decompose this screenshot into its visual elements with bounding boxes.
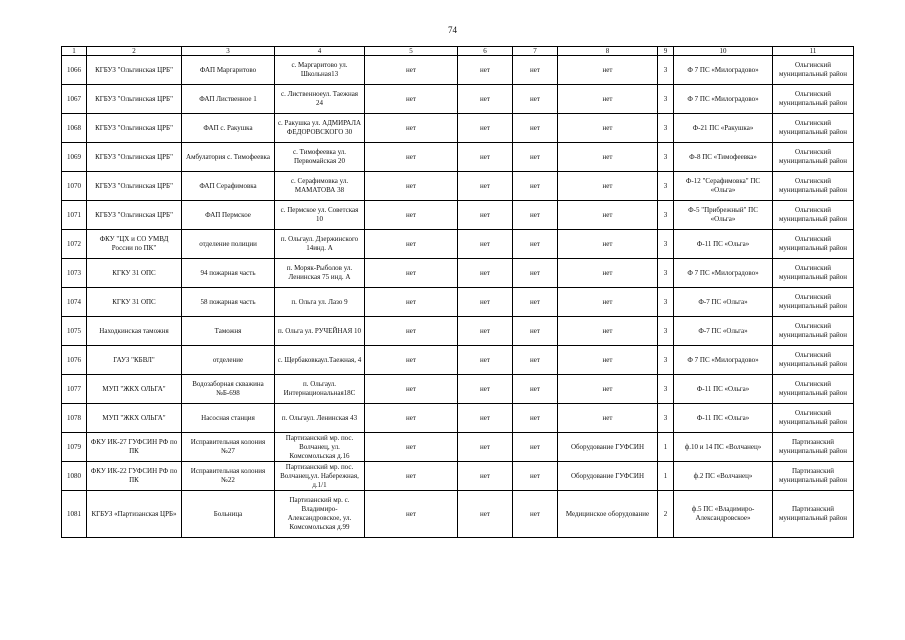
cell-equipment: нет bbox=[558, 56, 658, 85]
cell-district: Ольгинский муниципальный район bbox=[773, 375, 854, 404]
table-row bbox=[62, 230, 854, 259]
cell-col-6: нет bbox=[458, 143, 513, 172]
cell-power-feeder: Ф-12 "Серафимовка" ПС «Ольга» bbox=[674, 172, 773, 201]
cell-district: Ольгинский муниципальный район bbox=[773, 114, 854, 143]
cell-facility: отделение полиции bbox=[182, 230, 275, 259]
cell-district: Ольгинский муниципальный район bbox=[773, 56, 854, 85]
cell-col-7: нет bbox=[513, 317, 558, 346]
cell-col-7: нет bbox=[513, 404, 558, 433]
cell-category: 3 bbox=[658, 85, 674, 114]
cell-power-feeder: Ф 7 ПС «Милоградово» bbox=[674, 56, 773, 85]
cell-power-feeder: Ф-7 ПС «Ольга» bbox=[674, 288, 773, 317]
column-header: 8 bbox=[558, 47, 658, 56]
cell-row-number: 1074 bbox=[62, 288, 87, 317]
cell-equipment: нет bbox=[558, 288, 658, 317]
cell-district: Ольгинский муниципальный район bbox=[773, 404, 854, 433]
cell-facility: Водозаборная скважина №Б-698 bbox=[182, 375, 275, 404]
cell-power-feeder: Ф-8 ПС «Тимофеевка» bbox=[674, 143, 773, 172]
cell-category: 2 bbox=[658, 491, 674, 538]
cell-equipment: нет bbox=[558, 404, 658, 433]
cell-equipment: нет bbox=[558, 201, 658, 230]
cell-col-6: нет bbox=[458, 56, 513, 85]
column-header: 1 bbox=[62, 47, 87, 56]
cell-facility: Насосная станция bbox=[182, 404, 275, 433]
cell-category: 3 bbox=[658, 375, 674, 404]
cell-col-6: нет bbox=[458, 85, 513, 114]
cell-organization: КГБУЗ "Ольгинская ЦРБ" bbox=[87, 143, 182, 172]
cell-col-6: нет bbox=[458, 201, 513, 230]
cell-address: Партизанский мр. с. Владимиро-Александровское, ул. Комсомольская д.99 bbox=[275, 491, 365, 538]
table-row bbox=[62, 85, 854, 114]
cell-address: с. Тимофеевка ул. Первомайская 20 bbox=[275, 143, 365, 172]
cell-facility: Амбулатория с. Тимофеевка bbox=[182, 143, 275, 172]
cell-facility: 94 пожарная часть bbox=[182, 259, 275, 288]
column-header: 4 bbox=[275, 47, 365, 56]
cell-equipment: нет bbox=[558, 172, 658, 201]
cell-col-5: нет bbox=[365, 491, 458, 538]
cell-col-6: нет bbox=[458, 462, 513, 491]
cell-power-feeder: ф.2 ПС «Волчанец» bbox=[674, 462, 773, 491]
cell-equipment: нет bbox=[558, 85, 658, 114]
table-row bbox=[62, 317, 854, 346]
cell-power-feeder: Ф-21 ПС «Ракушка» bbox=[674, 114, 773, 143]
cell-equipment: Оборудование ГУФСИН bbox=[558, 462, 658, 491]
cell-facility: отделение bbox=[182, 346, 275, 375]
cell-organization: ГАУЗ "КБВЛ" bbox=[87, 346, 182, 375]
cell-row-number: 1079 bbox=[62, 433, 87, 462]
cell-category: 3 bbox=[658, 317, 674, 346]
cell-power-feeder: Ф-11 ПС «Ольга» bbox=[674, 230, 773, 259]
cell-equipment: нет bbox=[558, 114, 658, 143]
cell-organization: КГКУ 31 ОПС bbox=[87, 259, 182, 288]
cell-row-number: 1072 bbox=[62, 230, 87, 259]
cell-col-6: нет bbox=[458, 346, 513, 375]
cell-organization: ФКУ "ЦХ и СО УМВД России по ПК" bbox=[87, 230, 182, 259]
cell-facility: Исправительная колония №22 bbox=[182, 462, 275, 491]
cell-address: п. Ольга ул. Лазо 9 bbox=[275, 288, 365, 317]
cell-col-5: нет bbox=[365, 375, 458, 404]
cell-row-number: 1080 bbox=[62, 462, 87, 491]
cell-organization: КГБУЗ "Ольгинская ЦРБ" bbox=[87, 56, 182, 85]
cell-col-7: нет bbox=[513, 259, 558, 288]
cell-address: п. Ольгаул. Ленинская 43 bbox=[275, 404, 365, 433]
cell-power-feeder: Ф-5 "Прибрежный" ПС «Ольга» bbox=[674, 201, 773, 230]
cell-equipment: нет bbox=[558, 346, 658, 375]
cell-row-number: 1073 bbox=[62, 259, 87, 288]
table-row bbox=[62, 404, 854, 433]
cell-category: 3 bbox=[658, 201, 674, 230]
table-row bbox=[62, 56, 854, 85]
cell-row-number: 1067 bbox=[62, 85, 87, 114]
cell-facility: ФАП с. Ракушка bbox=[182, 114, 275, 143]
cell-category: 3 bbox=[658, 114, 674, 143]
cell-col-7: нет bbox=[513, 56, 558, 85]
cell-facility: ФАП Лиственное 1 bbox=[182, 85, 275, 114]
cell-organization: КГБУЗ "Ольгинская ЦРБ" bbox=[87, 172, 182, 201]
cell-district: Ольгинский муниципальный район bbox=[773, 346, 854, 375]
cell-col-5: нет bbox=[365, 433, 458, 462]
column-header: 7 bbox=[513, 47, 558, 56]
cell-row-number: 1076 bbox=[62, 346, 87, 375]
table-row bbox=[62, 201, 854, 230]
cell-col-7: нет bbox=[513, 201, 558, 230]
cell-col-5: нет bbox=[365, 404, 458, 433]
cell-col-6: нет bbox=[458, 433, 513, 462]
cell-district: Ольгинский муниципальный район bbox=[773, 288, 854, 317]
table-row bbox=[62, 172, 854, 201]
cell-district: Ольгинский муниципальный район bbox=[773, 259, 854, 288]
cell-address: п. Моряк-Рыболов ул. Ленинская 75 инд. А bbox=[275, 259, 365, 288]
cell-power-feeder: Ф 7 ПС «Милоградово» bbox=[674, 346, 773, 375]
cell-equipment: нет bbox=[558, 259, 658, 288]
cell-category: 3 bbox=[658, 143, 674, 172]
cell-col-7: нет bbox=[513, 143, 558, 172]
column-header: 2 bbox=[87, 47, 182, 56]
cell-col-6: нет bbox=[458, 491, 513, 538]
cell-organization: МУП "ЖКХ ОЛЬГА" bbox=[87, 404, 182, 433]
cell-col-7: нет bbox=[513, 491, 558, 538]
cell-address: Партизанский мр. пос. Волчанец, ул. Комсомольская д.16 bbox=[275, 433, 365, 462]
cell-equipment: Медицинское оборудование bbox=[558, 491, 658, 538]
cell-equipment: нет bbox=[558, 375, 658, 404]
cell-col-7: нет bbox=[513, 346, 558, 375]
cell-col-7: нет bbox=[513, 85, 558, 114]
cell-power-feeder: ф.5 ПС «Владимиро-Александровское» bbox=[674, 491, 773, 538]
cell-category: 1 bbox=[658, 433, 674, 462]
column-header: 6 bbox=[458, 47, 513, 56]
cell-organization: ФКУ ИК-22 ГУФСИН РФ по ПК bbox=[87, 462, 182, 491]
cell-category: 3 bbox=[658, 56, 674, 85]
cell-col-7: нет bbox=[513, 375, 558, 404]
cell-row-number: 1069 bbox=[62, 143, 87, 172]
cell-col-6: нет bbox=[458, 172, 513, 201]
cell-organization: КГБУЗ "Ольгинская ЦРБ" bbox=[87, 114, 182, 143]
cell-row-number: 1075 bbox=[62, 317, 87, 346]
cell-address: с. Щербаковкаул.Таежная, 4 bbox=[275, 346, 365, 375]
cell-col-6: нет bbox=[458, 288, 513, 317]
cell-organization: КГБУЗ "Ольгинская ЦРБ" bbox=[87, 201, 182, 230]
registry-table bbox=[61, 46, 854, 538]
column-header: 11 bbox=[773, 47, 854, 56]
cell-address: Партизанский мр. пос. Волчанец,ул. Набережная, д.1/1 bbox=[275, 462, 365, 491]
cell-col-5: нет bbox=[365, 143, 458, 172]
cell-address: п. Ольгаул. Интернациональная18С bbox=[275, 375, 365, 404]
cell-row-number: 1077 bbox=[62, 375, 87, 404]
cell-district: Партизанский муниципальный район bbox=[773, 491, 854, 538]
cell-power-feeder: Ф 7 ПС «Милоградово» bbox=[674, 85, 773, 114]
cell-facility: ФАП Маргаритово bbox=[182, 56, 275, 85]
cell-facility: ФАП Пермское bbox=[182, 201, 275, 230]
cell-organization: Находкинская таможня bbox=[87, 317, 182, 346]
table-row bbox=[62, 462, 854, 491]
cell-organization: МУП "ЖКХ ОЛЬГА" bbox=[87, 375, 182, 404]
cell-row-number: 1066 bbox=[62, 56, 87, 85]
cell-col-6: нет bbox=[458, 317, 513, 346]
cell-organization: ФКУ ИК-27 ГУФСИН РФ по ПК bbox=[87, 433, 182, 462]
cell-district: Ольгинский муниципальный район bbox=[773, 230, 854, 259]
cell-category: 1 bbox=[658, 462, 674, 491]
cell-row-number: 1071 bbox=[62, 201, 87, 230]
cell-address: с. Ракушка ул. АДМИРАЛА ФЕДОРОВСКОГО 30 bbox=[275, 114, 365, 143]
cell-row-number: 1078 bbox=[62, 404, 87, 433]
cell-row-number: 1070 bbox=[62, 172, 87, 201]
cell-equipment: Оборудование ГУФСИН bbox=[558, 433, 658, 462]
cell-col-6: нет bbox=[458, 114, 513, 143]
cell-facility: Таможня bbox=[182, 317, 275, 346]
cell-district: Партизанский муниципальный район bbox=[773, 462, 854, 491]
cell-facility: ФАП Серафимовка bbox=[182, 172, 275, 201]
cell-address: с. Серафимовка ул. МАМАТОВА 38 bbox=[275, 172, 365, 201]
table-row bbox=[62, 288, 854, 317]
cell-col-7: нет bbox=[513, 462, 558, 491]
cell-col-5: нет bbox=[365, 259, 458, 288]
cell-col-5: нет bbox=[365, 172, 458, 201]
cell-col-7: нет bbox=[513, 433, 558, 462]
cell-equipment: нет bbox=[558, 317, 658, 346]
cell-organization: КГБУЗ "Ольгинская ЦРБ" bbox=[87, 85, 182, 114]
cell-address: с. Лиственноеул. Таежная 24 bbox=[275, 85, 365, 114]
cell-power-feeder: ф.10 и 14 ПС «Волчанец» bbox=[674, 433, 773, 462]
cell-col-7: нет bbox=[513, 114, 558, 143]
cell-address: п. Ольгаул. Дзержинского 14инд. А bbox=[275, 230, 365, 259]
cell-power-feeder: Ф-7 ПС «Ольга» bbox=[674, 317, 773, 346]
table-row bbox=[62, 143, 854, 172]
cell-address: п. Ольга ул. РУЧЕЙНАЯ 10 bbox=[275, 317, 365, 346]
cell-address: с. Маргаритово ул. Школьная13 bbox=[275, 56, 365, 85]
cell-col-7: нет bbox=[513, 288, 558, 317]
cell-col-5: нет bbox=[365, 346, 458, 375]
cell-col-5: нет bbox=[365, 114, 458, 143]
cell-col-6: нет bbox=[458, 230, 513, 259]
cell-category: 3 bbox=[658, 346, 674, 375]
cell-col-6: нет bbox=[458, 259, 513, 288]
column-header: 10 bbox=[674, 47, 773, 56]
cell-organization: КГКУ 31 ОПС bbox=[87, 288, 182, 317]
column-header: 9 bbox=[658, 47, 674, 56]
cell-power-feeder: Ф 7 ПС «Милоградово» bbox=[674, 259, 773, 288]
cell-col-5: нет bbox=[365, 85, 458, 114]
table-row bbox=[62, 259, 854, 288]
cell-col-5: нет bbox=[365, 201, 458, 230]
page-number: 74 bbox=[448, 25, 457, 35]
cell-facility: Больница bbox=[182, 491, 275, 538]
cell-category: 3 bbox=[658, 404, 674, 433]
cell-col-5: нет bbox=[365, 230, 458, 259]
cell-category: 3 bbox=[658, 230, 674, 259]
column-header: 5 bbox=[365, 47, 458, 56]
cell-district: Партизанский муниципальный район bbox=[773, 433, 854, 462]
column-header: 3 bbox=[182, 47, 275, 56]
table-row bbox=[62, 491, 854, 538]
cell-col-5: нет bbox=[365, 317, 458, 346]
table-row bbox=[62, 114, 854, 143]
cell-address: с. Пермское ул. Советская 10 bbox=[275, 201, 365, 230]
table-row bbox=[62, 375, 854, 404]
cell-power-feeder: Ф-11 ПС «Ольга» bbox=[674, 404, 773, 433]
cell-equipment: нет bbox=[558, 143, 658, 172]
cell-row-number: 1068 bbox=[62, 114, 87, 143]
cell-col-7: нет bbox=[513, 172, 558, 201]
cell-organization: КГБУЗ «Партизанская ЦРБ» bbox=[87, 491, 182, 538]
table-row bbox=[62, 346, 854, 375]
table-row bbox=[62, 433, 854, 462]
cell-power-feeder: Ф-11 ПС «Ольга» bbox=[674, 375, 773, 404]
cell-district: Ольгинский муниципальный район bbox=[773, 317, 854, 346]
cell-equipment: нет bbox=[558, 230, 658, 259]
cell-col-6: нет bbox=[458, 375, 513, 404]
cell-category: 3 bbox=[658, 172, 674, 201]
cell-facility: 58 пожарная часть bbox=[182, 288, 275, 317]
cell-col-5: нет bbox=[365, 462, 458, 491]
table-header-row bbox=[62, 47, 854, 56]
cell-facility: Исправительная колония №27 bbox=[182, 433, 275, 462]
cell-col-5: нет bbox=[365, 288, 458, 317]
cell-col-5: нет bbox=[365, 56, 458, 85]
cell-col-7: нет bbox=[513, 230, 558, 259]
cell-district: Ольгинский муниципальный район bbox=[773, 172, 854, 201]
cell-row-number: 1081 bbox=[62, 491, 87, 538]
cell-district: Ольгинский муниципальный район bbox=[773, 201, 854, 230]
cell-district: Ольгинский муниципальный район bbox=[773, 85, 854, 114]
cell-category: 3 bbox=[658, 288, 674, 317]
cell-district: Ольгинский муниципальный район bbox=[773, 143, 854, 172]
cell-category: 3 bbox=[658, 259, 674, 288]
cell-col-6: нет bbox=[458, 404, 513, 433]
